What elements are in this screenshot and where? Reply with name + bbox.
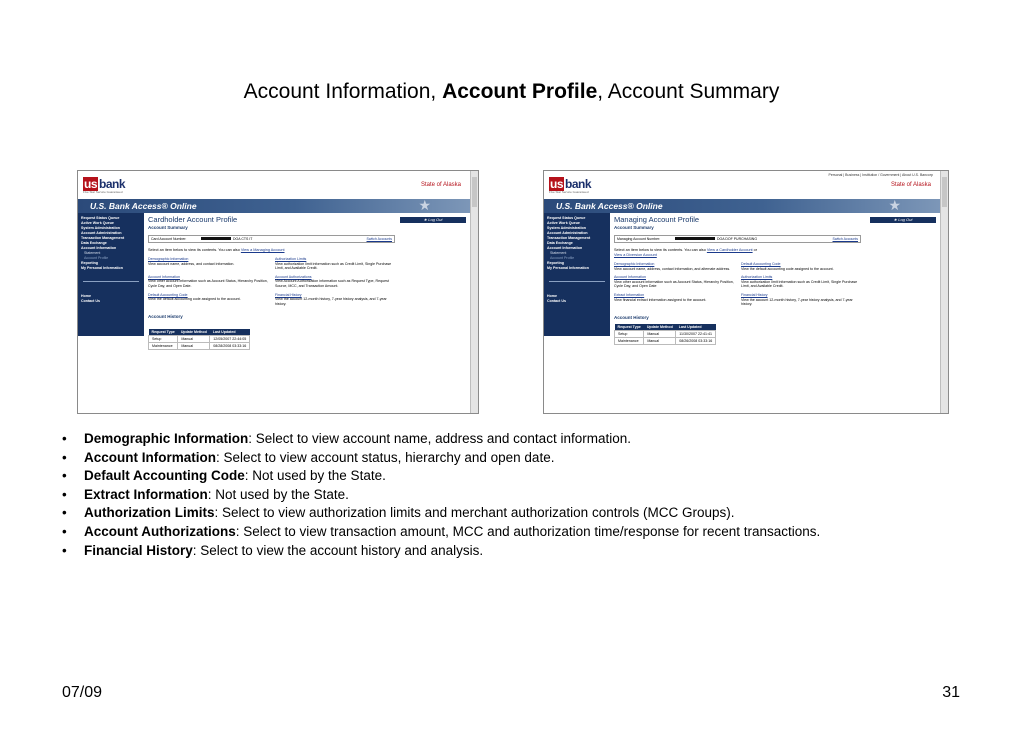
nav-item[interactable]: Account Administration <box>547 231 588 235</box>
top-links[interactable]: Personal | Business | Institution / Government | About U.S. Bancorp <box>828 173 933 177</box>
app-header <box>544 171 941 200</box>
nav-item[interactable]: Transaction Management <box>547 236 591 240</box>
star-icon: ★ <box>888 197 901 213</box>
nav-item[interactable]: Active Work Queue <box>547 221 580 225</box>
table-header: Request Type <box>149 329 178 336</box>
nav-item[interactable]: System Administration <box>81 226 121 230</box>
list-item: • Demographic Information: Select to view account name, address and contact information. <box>62 430 1002 449</box>
app-header <box>78 171 471 200</box>
view-cardholder-account-link[interactable]: View a Cardholder Account <box>706 248 753 252</box>
managing-profile-screenshot <box>543 170 949 414</box>
logo-tagline: Five Star Service Guaranteed <box>549 190 589 194</box>
nav-item-reporting[interactable]: Reporting <box>547 261 564 265</box>
account-authorizations-link[interactable]: Account Authorizations <box>275 274 312 279</box>
nav-divider <box>83 281 139 282</box>
profile-links-grid <box>148 257 466 310</box>
account-information-link[interactable]: Account Information <box>148 274 180 279</box>
table-row: Setup Manual 12/05/2007 22:44:05 <box>149 336 250 343</box>
nav-item[interactable]: Account Information <box>547 246 583 250</box>
account-history-table <box>148 329 250 350</box>
nav-sub-account-profile[interactable]: Account Profile <box>84 256 109 260</box>
demographic-info-link[interactable]: Demographic Information <box>148 257 189 261</box>
table-row: Setup Manual 11/30/2007 22:41:41 <box>615 330 716 337</box>
account-information-link[interactable]: Account Information <box>614 275 646 280</box>
masked-account-number <box>675 237 715 240</box>
profile-links-grid <box>614 262 936 311</box>
account-label: Managing Account Number: <box>617 237 661 241</box>
profile-item: Financial History View the account 12-month history, 7-year history analysis, and 7-year history. <box>275 292 387 306</box>
footer-date: 07/09 <box>62 684 103 701</box>
vertical-scrollbar[interactable] <box>940 171 948 413</box>
profile-item: Financial History View the account 12-month history, 7-year history analysis, and 7-year history. <box>741 292 853 307</box>
usbank-logo: us bank <box>550 177 592 191</box>
title-prefix: Account Information, <box>243 80 443 103</box>
state-label: State of Alaska <box>890 182 931 188</box>
list-item: • Account Information: Select to view account status, hierarchy and open date. <box>62 449 1002 468</box>
profile-item: Authorization Limits View authorization limit information such as Credit Limit, Single Purchase Limit, and Available Credit. <box>275 257 392 271</box>
nav-divider <box>549 281 605 282</box>
nav-item-reporting[interactable]: Reporting <box>81 261 98 265</box>
extract-information-link[interactable]: Extract Information <box>614 292 645 297</box>
view-diversion-account-link[interactable]: View a Diversion Account <box>614 253 657 257</box>
profile-item: Demographic Information View account name, address, and contact information. <box>148 257 235 266</box>
switch-accounts-link[interactable]: Switch Accounts <box>366 237 392 241</box>
banner-text: U.S. Bank Access® Online <box>90 201 197 211</box>
banner-text: U.S. Bank Access® Online <box>556 201 663 211</box>
nav-item-personal[interactable]: My Personal Information <box>547 266 589 270</box>
page-subtitle: Account Summary <box>148 225 188 230</box>
profile-item: Account Authorizations View Account Authorization information such as Request Type, Request Source, MCC, and Transaction Amount. <box>275 274 389 288</box>
nav-item[interactable]: Request Status Queue <box>81 216 120 220</box>
default-accounting-code-link[interactable]: Default Accounting Code <box>148 292 188 297</box>
page-title: Cardholder Account Profile <box>148 215 238 224</box>
logo-tagline: Five Star Service Guaranteed <box>83 190 123 194</box>
table-header: Update Method <box>178 329 210 336</box>
financial-history-link[interactable]: Financial History <box>741 292 768 297</box>
profile-item: Demographic Information View account name, address, contact information, and alternate address. <box>614 262 731 271</box>
scrollbar-thumb[interactable] <box>942 177 947 207</box>
nav-item-personal[interactable]: My Personal Information <box>81 266 123 270</box>
account-bar <box>148 235 395 243</box>
title-suffix: , Account Summary <box>597 80 780 103</box>
nav-item-home[interactable]: Home <box>547 294 557 298</box>
profile-item: Default Accounting Code View the default accounting code assigned to the account. <box>148 292 241 302</box>
account-label: Card Account Number: <box>151 237 187 241</box>
account-bar <box>614 235 861 243</box>
list-item: • Default Accounting Code: Not used by the State. <box>62 467 1002 486</box>
financial-history-link[interactable]: Financial History <box>275 292 302 297</box>
authorization-limits-link[interactable]: Authorization Limits <box>741 275 773 280</box>
demographic-info-link[interactable]: Demographic Information <box>614 262 655 266</box>
default-accounting-code-link[interactable]: Default Accounting Code <box>741 262 781 266</box>
nav-item-contact[interactable]: Contact Us <box>81 299 100 303</box>
table-row: Maintenance Manual 08/26/2008 03:33:16 <box>615 337 716 344</box>
account-name: DOA DOF PURCHASING <box>717 237 758 241</box>
account-name: DOA CTS IT <box>233 237 253 241</box>
list-item: • Account Authorizations: Select to view transaction amount, MCC and authorization time/response for recent transactions. <box>62 523 1002 542</box>
vertical-scrollbar[interactable] <box>470 171 478 413</box>
account-history-heading: Account History <box>614 314 649 320</box>
nav-sub-statement[interactable]: Statement <box>84 251 101 255</box>
logout-button[interactable]: ★ Log Out <box>870 217 936 223</box>
usbank-logo: us bank <box>84 177 126 191</box>
page-subtitle: Account Summary <box>614 225 654 230</box>
nav-item[interactable]: Transaction Management <box>81 236 125 240</box>
table-header: Update Method <box>644 324 676 331</box>
sidebar-nav <box>544 213 610 336</box>
profile-item: Default Accounting Code View the default accounting code assigned to the account. <box>741 262 834 271</box>
account-history-heading: Account History <box>148 314 183 320</box>
state-label: State of Alaska <box>420 182 461 188</box>
nav-item-contact[interactable]: Contact Us <box>547 299 566 303</box>
slide-title <box>0 80 1023 104</box>
nav-sub-account-profile[interactable]: Account Profile <box>550 256 575 260</box>
switch-accounts-link[interactable]: Switch Accounts <box>832 237 858 241</box>
view-managing-account-link[interactable]: View a Managing Account <box>240 248 285 252</box>
table-header: Last Updated <box>210 329 250 336</box>
list-item: • Extract Information: Not used by the State. <box>62 486 1002 505</box>
intro-text: Select an item below to view its contents. You can also View a Managing Account <box>148 248 285 252</box>
nav-sub-statement[interactable]: Statement <box>550 251 567 255</box>
sidebar-nav <box>78 213 144 336</box>
nav-item[interactable]: System Administration <box>547 226 587 230</box>
star-icon: ★ <box>418 197 431 213</box>
cardholder-profile-screenshot <box>77 170 479 414</box>
profile-item: Account Information View other account information such as Account Status, Hierarchy Position, Cycle Day, and Open Date. <box>148 274 268 288</box>
table-row: Maintenance Manual 08/28/2008 03:33:16 <box>149 343 250 350</box>
page-title: Managing Account Profile <box>614 215 700 224</box>
nav-item-home[interactable]: Home <box>81 294 91 298</box>
nav-item[interactable]: Active Work Queue <box>81 221 114 225</box>
intro-text: Select an item below to view its contents. You can also View a Cardholder Account or View a Diversion Account <box>614 248 758 257</box>
main-content <box>148 215 466 350</box>
list-item: • Financial History: Select to view the account history and analysis. <box>62 542 1002 561</box>
table-header: Last Updated <box>676 324 716 331</box>
masked-account-number <box>201 237 231 240</box>
list-item: • Authorization Limits: Select to view authorization limits and merchant authorization controls (MCC Groups). <box>62 504 1002 523</box>
scrollbar-thumb[interactable] <box>472 177 477 207</box>
main-content <box>614 215 936 345</box>
table-header: Request Type <box>615 324 644 331</box>
app-banner <box>78 199 471 213</box>
logout-button[interactable]: ★ Log Out <box>400 217 466 223</box>
authorization-limits-link[interactable]: Authorization Limits <box>275 257 307 261</box>
nav-item[interactable]: Account Information <box>81 246 117 250</box>
account-history-table <box>614 324 716 345</box>
page-number: 31 <box>942 684 960 701</box>
profile-item: Extract Information View financial extract information assigned to the account. <box>614 292 707 302</box>
nav-item[interactable]: Data Exchange <box>81 241 107 245</box>
nav-item[interactable]: Account Administration <box>81 231 122 235</box>
feature-bullet-list <box>62 430 1002 560</box>
title-bold: Account Profile <box>442 80 598 103</box>
nav-item[interactable]: Request Status Queue <box>547 216 586 220</box>
profile-item: Account Information View other account information such as Account Status, Hierarchy Position, Cycle Day, and Open Date <box>614 275 734 289</box>
nav-item[interactable]: Data Exchange <box>547 241 573 245</box>
app-banner <box>544 199 941 213</box>
profile-item: Authorization Limits View authorization limit information such as Credit Limit, Single Purchase Limit, and Available Credit. <box>741 275 858 289</box>
